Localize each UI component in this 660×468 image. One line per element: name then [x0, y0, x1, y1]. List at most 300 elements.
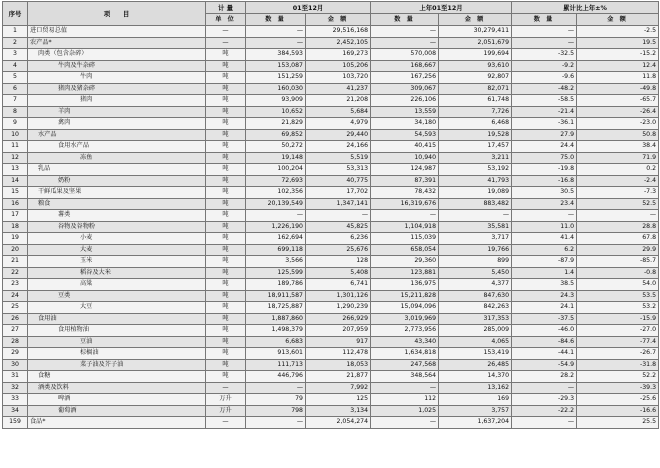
row-qty-change-pct: -29.3 [512, 394, 577, 406]
row-amount-previous: 41,793 [439, 175, 512, 187]
row-amount-previous: 883,482 [439, 198, 512, 210]
row-amount-current: 17,702 [306, 187, 371, 199]
row-item-name: 食用植物油 [28, 325, 206, 337]
table-row [3, 118, 659, 130]
row-amount-previous: 17,457 [439, 141, 512, 153]
row-item-name: 肉类（包含杂碎） [28, 49, 206, 61]
row-unit: 吨 [206, 359, 246, 371]
row-qty-previous: 348,564 [371, 371, 439, 383]
row-qty-previous: 115,039 [371, 233, 439, 245]
row-seq: 159 [3, 417, 28, 429]
row-amount-change-pct: -27.0 [577, 325, 659, 337]
import-statistics-table [2, 1, 659, 429]
row-qty-change-pct: -16.8 [512, 175, 577, 187]
row-item-name: 猪肉 [28, 95, 206, 107]
row-item-name: 猪肉及猪杂碎 [28, 83, 206, 95]
row-seq: 8 [3, 106, 28, 118]
table-header [3, 2, 659, 26]
row-seq: 3 [3, 49, 28, 61]
row-amount-change-pct: -39.3 [577, 382, 659, 394]
row-item-name: 大豆 [28, 302, 206, 314]
row-amount-current: 207,959 [306, 325, 371, 337]
row-qty-current: 189,786 [246, 279, 306, 291]
row-item-name: 奶粉 [28, 175, 206, 187]
row-qty-change-pct: 28.2 [512, 371, 577, 383]
table-row [3, 198, 659, 210]
row-amount-previous: 2,051,679 [439, 37, 512, 49]
row-unit: 吨 [206, 302, 246, 314]
row-unit: 吨 [206, 313, 246, 325]
row-qty-current: — [246, 37, 306, 49]
row-qty-change-pct: 27.9 [512, 129, 577, 141]
table-row [3, 394, 659, 406]
row-unit: 万升 [206, 405, 246, 417]
header-unit-line2: 单 位 [206, 14, 246, 26]
row-amount-change-pct: — [577, 210, 659, 222]
row-item-name: 棕榈油 [28, 348, 206, 360]
row-amount-current: 1,290,239 [306, 302, 371, 314]
row-amount-current: 40,775 [306, 175, 371, 187]
row-unit: 吨 [206, 267, 246, 279]
row-qty-current: 111,713 [246, 359, 306, 371]
row-seq: 16 [3, 198, 28, 210]
table-row [3, 244, 659, 256]
row-unit: 吨 [206, 187, 246, 199]
row-qty-previous: — [371, 26, 439, 38]
row-amount-change-pct: -0.8 [577, 267, 659, 279]
row-seq: 29 [3, 348, 28, 360]
row-qty-current: 19,148 [246, 152, 306, 164]
row-item-name: 食用油 [28, 313, 206, 325]
row-amount-current: 45,825 [306, 221, 371, 233]
row-amount-previous: 26,485 [439, 359, 512, 371]
row-amount-previous: 82,071 [439, 83, 512, 95]
row-qty-previous: 40,415 [371, 141, 439, 153]
header-period-previous: 上年01至12月 [371, 2, 512, 14]
row-amount-change-pct: 50.8 [577, 129, 659, 141]
table-row [3, 129, 659, 141]
row-amount-change-pct: -2.5 [577, 26, 659, 38]
row-amount-change-pct: -26.4 [577, 106, 659, 118]
row-amount-previous: 19,089 [439, 187, 512, 199]
row-qty-previous: — [371, 37, 439, 49]
row-qty-previous: — [371, 210, 439, 222]
row-qty-previous: 13,559 [371, 106, 439, 118]
row-seq: 14 [3, 175, 28, 187]
row-qty-current: 151,259 [246, 72, 306, 84]
row-item-name: 粮食 [28, 198, 206, 210]
row-amount-current: 103,720 [306, 72, 371, 84]
row-amount-current: 5,684 [306, 106, 371, 118]
row-item-name: 啤酒 [28, 394, 206, 406]
row-amount-previous: — [439, 210, 512, 222]
row-unit: 吨 [206, 141, 246, 153]
row-qty-change-pct: 30.5 [512, 187, 577, 199]
row-amount-change-pct: 52.2 [577, 371, 659, 383]
table-row [3, 72, 659, 84]
table-row [3, 187, 659, 199]
row-amount-previous: 5,450 [439, 267, 512, 279]
row-qty-previous: 54,593 [371, 129, 439, 141]
row-amount-previous: 92,807 [439, 72, 512, 84]
row-item-name: 食糖 [28, 371, 206, 383]
row-qty-previous: 16,319,676 [371, 198, 439, 210]
table-row [3, 256, 659, 268]
row-item-name: 羊肉 [28, 106, 206, 118]
row-qty-previous: 570,008 [371, 49, 439, 61]
row-item-name: 冻鱼 [28, 152, 206, 164]
row-amount-previous: 169 [439, 394, 512, 406]
row-item-name: 农产品* [28, 37, 206, 49]
row-amount-change-pct: 0.2 [577, 164, 659, 176]
row-qty-current: 384,593 [246, 49, 306, 61]
row-qty-current: 69,852 [246, 129, 306, 141]
row-seq: 31 [3, 371, 28, 383]
row-unit: 吨 [206, 198, 246, 210]
row-amount-previous: 4,377 [439, 279, 512, 291]
row-seq: 1 [3, 26, 28, 38]
row-amount-current: 25,676 [306, 244, 371, 256]
row-qty-previous: 658,054 [371, 244, 439, 256]
row-qty-previous: 168,667 [371, 60, 439, 72]
row-amount-change-pct: 25.5 [577, 417, 659, 429]
row-seq: 6 [3, 83, 28, 95]
row-unit: 吨 [206, 256, 246, 268]
row-qty-previous: 123,881 [371, 267, 439, 279]
row-amount-previous: 7,726 [439, 106, 512, 118]
row-amount-previous: 61,748 [439, 95, 512, 107]
row-qty-current: 102,356 [246, 187, 306, 199]
row-qty-current: 162,694 [246, 233, 306, 245]
row-unit: 吨 [206, 336, 246, 348]
row-qty-previous: 226,106 [371, 95, 439, 107]
table-row [3, 60, 659, 72]
row-unit: 吨 [206, 49, 246, 61]
row-item-name: 稻谷及大米 [28, 267, 206, 279]
row-item-name: 豆油 [28, 336, 206, 348]
header-cumulative-change: 累计比上年±% [512, 2, 659, 14]
row-amount-current: 5,408 [306, 267, 371, 279]
row-amount-current: 105,206 [306, 60, 371, 72]
row-qty-previous: 136,975 [371, 279, 439, 291]
row-amount-current: 21,208 [306, 95, 371, 107]
row-seq: 9 [3, 118, 28, 130]
row-qty-current: 18,911,587 [246, 290, 306, 302]
row-qty-current: 125,599 [246, 267, 306, 279]
row-amount-change-pct: -65.7 [577, 95, 659, 107]
row-qty-current: 10,652 [246, 106, 306, 118]
row-qty-previous: 2,773,956 [371, 325, 439, 337]
row-qty-current: 72,693 [246, 175, 306, 187]
table-row [3, 417, 659, 429]
row-amount-current: 917 [306, 336, 371, 348]
row-amount-current: 21,877 [306, 371, 371, 383]
row-seq: 34 [3, 405, 28, 417]
row-qty-previous: 78,432 [371, 187, 439, 199]
row-qty-change-pct: -19.8 [512, 164, 577, 176]
row-amount-current: 1,347,141 [306, 198, 371, 210]
row-qty-previous: 3,019,969 [371, 313, 439, 325]
row-qty-change-pct: -9.2 [512, 60, 577, 72]
row-qty-change-pct: 41.4 [512, 233, 577, 245]
row-amount-previous: 13,162 [439, 382, 512, 394]
row-qty-previous: 1,104,918 [371, 221, 439, 233]
row-unit: 吨 [206, 118, 246, 130]
row-unit: 吨 [206, 210, 246, 222]
row-amount-previous: 6,468 [439, 118, 512, 130]
row-qty-current: 153,087 [246, 60, 306, 72]
row-item-name: 高粱 [28, 279, 206, 291]
table-row [3, 95, 659, 107]
row-item-name: 玉米 [28, 256, 206, 268]
row-amount-change-pct: 52.5 [577, 198, 659, 210]
header-amount-previous: 金 额 [439, 14, 512, 26]
row-amount-change-pct: 53.5 [577, 290, 659, 302]
row-seq: 21 [3, 256, 28, 268]
row-unit: 吨 [206, 371, 246, 383]
table-row [3, 348, 659, 360]
row-unit: 吨 [206, 244, 246, 256]
header-period-current: 01至12月 [246, 2, 371, 14]
row-amount-previous: 842,263 [439, 302, 512, 314]
row-qty-change-pct: -46.0 [512, 325, 577, 337]
row-amount-previous: 30,279,411 [439, 26, 512, 38]
table-row [3, 336, 659, 348]
table-row [3, 26, 659, 38]
table-row [3, 233, 659, 245]
row-seq: 11 [3, 141, 28, 153]
row-unit: 吨 [206, 175, 246, 187]
row-seq: 24 [3, 290, 28, 302]
row-amount-current: 53,313 [306, 164, 371, 176]
row-item-name: 豆类 [28, 290, 206, 302]
row-amount-change-pct: -49.8 [577, 83, 659, 95]
row-amount-previous: 35,581 [439, 221, 512, 233]
row-amount-previous: 847,630 [439, 290, 512, 302]
header-item: 项 目 [28, 2, 206, 26]
row-seq: 30 [3, 359, 28, 371]
row-amount-change-pct: 11.8 [577, 72, 659, 84]
row-qty-previous: — [371, 382, 439, 394]
row-amount-current: 266,929 [306, 313, 371, 325]
row-amount-previous: 3,717 [439, 233, 512, 245]
row-amount-previous: 93,610 [439, 60, 512, 72]
row-qty-previous: 1,025 [371, 405, 439, 417]
row-qty-previous: 43,340 [371, 336, 439, 348]
row-qty-change-pct: 24.1 [512, 302, 577, 314]
row-item-name: 水产品 [28, 129, 206, 141]
row-amount-previous: 199,694 [439, 49, 512, 61]
row-amount-previous: 285,009 [439, 325, 512, 337]
row-qty-previous: 87,391 [371, 175, 439, 187]
row-amount-previous: 14,370 [439, 371, 512, 383]
row-amount-previous: 3,757 [439, 405, 512, 417]
row-amount-current: 4,979 [306, 118, 371, 130]
row-amount-change-pct: -77.4 [577, 336, 659, 348]
row-amount-previous: 19,766 [439, 244, 512, 256]
row-unit: 吨 [206, 348, 246, 360]
table-row [3, 267, 659, 279]
row-item-name: 进口贸易总值 [28, 26, 206, 38]
row-amount-previous: 53,192 [439, 164, 512, 176]
row-seq: 20 [3, 244, 28, 256]
row-seq: 28 [3, 336, 28, 348]
row-qty-current: — [246, 417, 306, 429]
row-unit: 吨 [206, 129, 246, 141]
header-seq: 序号 [3, 2, 28, 26]
row-qty-previous: 34,180 [371, 118, 439, 130]
row-qty-change-pct: — [512, 26, 577, 38]
row-amount-change-pct: 53.2 [577, 302, 659, 314]
row-qty-current: 798 [246, 405, 306, 417]
row-item-name: 食用水产品 [28, 141, 206, 153]
row-seq: 13 [3, 164, 28, 176]
row-qty-change-pct: 6.2 [512, 244, 577, 256]
row-item-name: 酒类及饮料 [28, 382, 206, 394]
row-qty-current: 93,909 [246, 95, 306, 107]
row-qty-current: 3,566 [246, 256, 306, 268]
row-qty-change-pct: 11.0 [512, 221, 577, 233]
row-item-name: 牛肉 [28, 72, 206, 84]
row-qty-current: 446,796 [246, 371, 306, 383]
row-item-name: 大麦 [28, 244, 206, 256]
row-amount-current: 41,237 [306, 83, 371, 95]
row-qty-change-pct: -84.6 [512, 336, 577, 348]
row-unit: 吨 [206, 221, 246, 233]
row-seq: 22 [3, 267, 28, 279]
row-amount-change-pct: -31.8 [577, 359, 659, 371]
header-qty-current: 数 量 [246, 14, 306, 26]
row-qty-current: 20,139,549 [246, 198, 306, 210]
row-unit: — [206, 417, 246, 429]
row-amount-change-pct: 19.5 [577, 37, 659, 49]
row-qty-current: 21,829 [246, 118, 306, 130]
row-qty-current: 18,725,887 [246, 302, 306, 314]
row-seq: 12 [3, 152, 28, 164]
row-amount-change-pct: -85.7 [577, 256, 659, 268]
row-amount-current: 18,053 [306, 359, 371, 371]
row-item-name: 薯类 [28, 210, 206, 222]
row-qty-current: 699,118 [246, 244, 306, 256]
table-row [3, 152, 659, 164]
row-unit: 吨 [206, 279, 246, 291]
row-qty-change-pct: -37.5 [512, 313, 577, 325]
header-amount-change: 金 额 [577, 14, 659, 26]
row-qty-change-pct: -36.1 [512, 118, 577, 130]
row-amount-change-pct: -15.2 [577, 49, 659, 61]
row-amount-change-pct: 71.9 [577, 152, 659, 164]
table-row [3, 221, 659, 233]
row-amount-current: 125 [306, 394, 371, 406]
row-qty-previous: 15,094,096 [371, 302, 439, 314]
table-row [3, 371, 659, 383]
row-unit: — [206, 26, 246, 38]
row-amount-previous: 899 [439, 256, 512, 268]
row-qty-current: — [246, 210, 306, 222]
row-seq: 18 [3, 221, 28, 233]
row-amount-current: 7,992 [306, 382, 371, 394]
row-qty-current: 100,204 [246, 164, 306, 176]
row-seq: 26 [3, 313, 28, 325]
row-qty-previous: 10,940 [371, 152, 439, 164]
table-row [3, 141, 659, 153]
row-qty-current: — [246, 26, 306, 38]
row-seq: 32 [3, 382, 28, 394]
table-row [3, 210, 659, 222]
row-amount-change-pct: 29.9 [577, 244, 659, 256]
row-unit: 吨 [206, 60, 246, 72]
row-qty-change-pct: -32.5 [512, 49, 577, 61]
row-item-name: 葡萄酒 [28, 405, 206, 417]
row-qty-current: 79 [246, 394, 306, 406]
row-amount-current: 3,134 [306, 405, 371, 417]
table-body [3, 26, 659, 429]
row-item-name: 食品* [28, 417, 206, 429]
row-seq: 25 [3, 302, 28, 314]
row-amount-current: 128 [306, 256, 371, 268]
table-row [3, 175, 659, 187]
row-qty-current: 50,272 [246, 141, 306, 153]
row-seq: 5 [3, 72, 28, 84]
row-seq: 15 [3, 187, 28, 199]
row-unit: 吨 [206, 152, 246, 164]
row-amount-change-pct: -2.4 [577, 175, 659, 187]
row-unit: 吨 [206, 233, 246, 245]
row-amount-current: 1,301,126 [306, 290, 371, 302]
row-unit: 吨 [206, 290, 246, 302]
row-qty-current: 913,601 [246, 348, 306, 360]
row-qty-previous: — [371, 417, 439, 429]
row-amount-current: 6,236 [306, 233, 371, 245]
row-qty-previous: 124,987 [371, 164, 439, 176]
row-amount-current: — [306, 210, 371, 222]
table-row [3, 313, 659, 325]
row-amount-previous: 3,211 [439, 152, 512, 164]
row-unit: 万升 [206, 394, 246, 406]
table-row [3, 49, 659, 61]
table-row [3, 164, 659, 176]
row-amount-current: 6,741 [306, 279, 371, 291]
table-row [3, 279, 659, 291]
row-qty-change-pct: 23.4 [512, 198, 577, 210]
row-qty-change-pct: 1.4 [512, 267, 577, 279]
row-seq: 17 [3, 210, 28, 222]
row-qty-change-pct: -21.4 [512, 106, 577, 118]
row-qty-previous: 112 [371, 394, 439, 406]
row-seq: 23 [3, 279, 28, 291]
row-amount-current: 2,054,274 [306, 417, 371, 429]
row-seq: 27 [3, 325, 28, 337]
row-qty-previous: 29,360 [371, 256, 439, 268]
row-unit: 吨 [206, 106, 246, 118]
row-amount-current: 169,273 [306, 49, 371, 61]
row-amount-change-pct: -7.3 [577, 187, 659, 199]
row-amount-change-pct: 12.4 [577, 60, 659, 72]
table-row [3, 83, 659, 95]
row-qty-change-pct: — [512, 417, 577, 429]
row-qty-change-pct: -48.2 [512, 83, 577, 95]
row-seq: 33 [3, 394, 28, 406]
table-row [3, 37, 659, 49]
row-amount-change-pct: 28.8 [577, 221, 659, 233]
row-amount-previous: 4,065 [439, 336, 512, 348]
row-qty-change-pct: -44.1 [512, 348, 577, 360]
row-amount-change-pct: 38.4 [577, 141, 659, 153]
row-item-name: 禽肉 [28, 118, 206, 130]
row-amount-change-pct: -26.7 [577, 348, 659, 360]
row-item-name: 菜子油及芥子油 [28, 359, 206, 371]
table-row [3, 405, 659, 417]
